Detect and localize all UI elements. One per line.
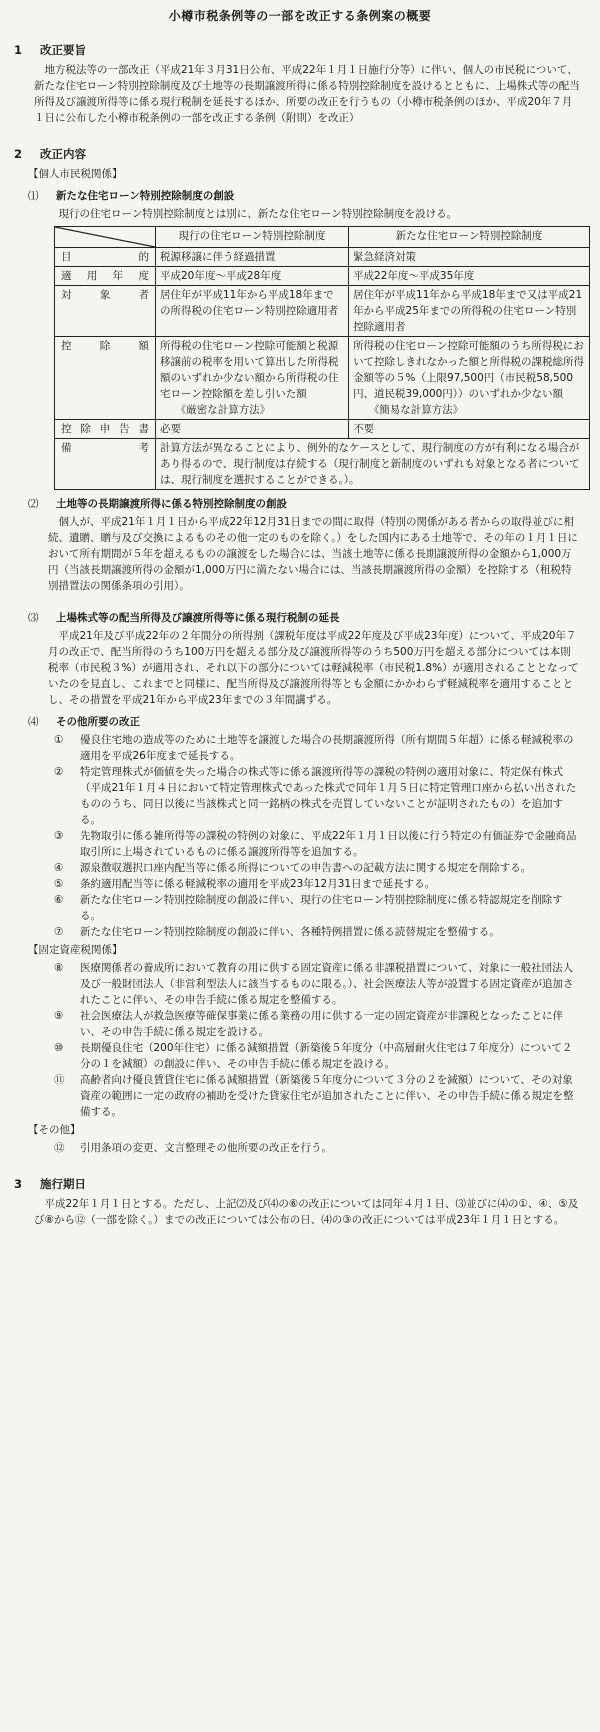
subsection-title: 土地等の長期譲渡所得に係る特別控除制度の創設: [56, 498, 287, 510]
table-cell: 居住年が平成11年から平成18年まで又は平成21年から平成25年までの所得税の住宅ローン特別控除適用者: [349, 286, 590, 337]
table-cell: 平成20年度～平成28年度: [156, 267, 349, 286]
section-number: 1: [14, 43, 23, 57]
item-number: ⑨: [54, 1010, 64, 1022]
subsection-1-text: 現行の住宅ローン特別控除制度とは別に、新たな住宅ローン特別控除制度を設ける。: [58, 208, 458, 220]
subsection-number: ⑵: [28, 498, 39, 510]
list-item: [54, 1040, 580, 1072]
item-number: ⑩: [54, 1042, 64, 1054]
table-row: [55, 420, 590, 439]
table-row: [55, 337, 590, 420]
item-text: 引用条項の変更、文言整理その他所要の改正を行う。: [80, 1142, 332, 1154]
list-item: [54, 892, 580, 924]
section-title: 施行期日: [40, 1177, 86, 1191]
section-2-heading: [14, 146, 586, 162]
item-text: 高齢者向け優良賃貸住宅に係る減額措置（新築後５年度分について３分の２を減額）について、その対象資産の範囲に一定の政府の補助を受けた貸家住宅が追加されたことに伴い、その申告手続に係る規定を整備する。: [80, 1074, 574, 1118]
item-text: 新たな住宅ローン特別控除制度の創設に伴い、現行の住宅ローン特別控除制度に係る特認規定を削除する。: [80, 894, 563, 922]
item-text: 優良住宅地の造成等のために土地等を譲渡した場合の長期譲渡所得（所有期間５年超）に係る軽減税率の適用を平成26年度まで延長する。: [80, 734, 574, 762]
row-header: 控除申告書: [55, 420, 156, 439]
section-number: 2: [14, 147, 23, 161]
column-header-current: 現行の住宅ローン特別控除制度: [156, 227, 349, 248]
table-row: [55, 267, 590, 286]
cell-note: 《厳密な計算方法》: [175, 404, 271, 416]
row-header: 対象者: [55, 286, 156, 337]
row-header: 適用年度: [55, 267, 156, 286]
cell-note: 《簡易な計算方法》: [368, 404, 464, 416]
subsection-number: ⑷: [28, 716, 39, 728]
list-item: [54, 876, 580, 892]
subsection-3-heading: [28, 610, 586, 626]
table-cell: 平成22年度～平成35年度: [349, 267, 590, 286]
section-3-heading: [14, 1176, 586, 1192]
table-row: [55, 439, 590, 490]
item-number: ④: [54, 862, 64, 874]
section-3-text: 平成22年１月１日とする。ただし、上記⑵及び⑷の⑥の改正については同年４月１日、⑶並びに⑷の①、④、⑤及び⑧から⑫（一部を除く。）までの改正については公布の日、⑷の③の改正については平成23年１月１日とする。: [34, 1198, 579, 1226]
table-cell: [156, 337, 349, 420]
table-cell: 必要: [156, 420, 349, 439]
row-header: 控除額: [55, 337, 156, 420]
table-corner-cell: [55, 227, 156, 248]
category-fixed-asset-tax: 【固定資産税関係】: [28, 944, 123, 956]
item-number: ①: [54, 734, 64, 746]
table-cell: 計算方法が異なることにより、例外的なケースとして、現行制度の方が有利になる場合があり得るので、現行制度は存続する（現行制度と新制度のいずれも対象となる者については、現行制度を選択することができる。）。: [156, 439, 590, 490]
row-header: 備考: [55, 439, 156, 490]
item-number: ⑤: [54, 878, 64, 890]
table-cell: 税源移譲に伴う経過措置: [156, 248, 349, 267]
subsection-2-heading: [28, 496, 586, 512]
item-text: 条約適用配当等に係る軽減税率の適用を平成23年12月31日まで延長する。: [80, 878, 436, 890]
list-item: [54, 924, 580, 940]
table-header-row: [55, 227, 590, 248]
subsection-2-text: 個人が、平成21年１月１日から平成22年12月31日までの間に取得（特別の関係がある者からの取得並びに相続、遺贈、贈与及び交換によるものその他一定のものを除く。）をした国内にある土地等で、その年の１月１日において所有期間が５年を超えるものの譲渡をした場合には、当該土地等に係る長期譲渡所得の金額から1,000万円（当該長期譲渡所得の金額が1,000万円に満たない場合には、当該長期譲渡所得の金額）を控除する（租税特別措置法の関係条項の引用）。: [48, 516, 578, 592]
item-number: ⑪: [54, 1074, 65, 1086]
list-item: [54, 1008, 580, 1040]
subsection-4-heading: [28, 714, 586, 730]
list-item: [54, 1140, 580, 1156]
subsection-number: ⑶: [28, 612, 39, 624]
subsection-1-heading: [28, 188, 586, 204]
cell-text: 所得税の住宅ローン控除可能額と税源移譲前の税率を用いて算出した所得税額のいずれか少ない額から所得税の住宅ローン控除額を差し引いた額: [160, 340, 339, 400]
column-header-new: 新たな住宅ローン特別控除制度: [349, 227, 590, 248]
table-cell: 居住年が平成11年から平成18年までの所得税の住宅ローン特別控除適用者: [156, 286, 349, 337]
list-item: [54, 960, 580, 1008]
row-header: 目的: [55, 248, 156, 267]
list-item: [54, 1072, 580, 1120]
item-text: 医療関係者の養成所において教育の用に供する固定資産に係る非課税措置について、対象に一般社団法人及び一般財団法人（非営利型法人に該当するものに限る。）、社会医療法人等が設置する固定資産が追加されたことに伴い、その申告手続に係る規定を整備する。: [80, 962, 574, 1006]
fixed-asset-list: [14, 960, 586, 1120]
item-text: 特定管理株式が価値を失った場合の株式等に係る譲渡所得等の課税の特例の適用対象に、特定保有株式（平成21年１月４日において特定管理株式であった株式で同年１月５日に特定管理口座から払い出されたもののうち、同日以後に当該株式と同一銘柄の株式を売買していないことが証明されたもの）を追加する。: [80, 766, 577, 826]
subsection-title: その他所要の改正: [56, 716, 140, 728]
table-cell: 緊急経済対策: [349, 248, 590, 267]
item-number: ⑦: [54, 926, 64, 938]
category-other: 【その他】: [28, 1124, 81, 1136]
section-number: 3: [14, 1177, 23, 1191]
item-number: ⑥: [54, 894, 64, 906]
item-number: ⑧: [54, 962, 64, 974]
list-item: [54, 764, 580, 828]
section-1-heading: [14, 42, 586, 58]
section-1-text: 地方税法等の一部改正（平成21年３月31日公布、平成22年１月１日施行分等）に伴い、個人の市民税について、新たな住宅ローン特別控除制度及び土地等の長期譲渡所得に係る特別控除制度を設けるとともに、上場株式等の配当所得及び譲渡所得等に係る現行税制を延長するほか、所要の改正を行うもの（小樽市税条例のほか、平成20年７月１日に公布した小樽市税条例の一部を改正する条例（附則）を改正）: [34, 64, 580, 124]
cell-text: 所得税の住宅ローン控除可能額のうち所得税において控除しきれなかった額と所得税の課税総所得金額等の５%（上限97,500円（市民税58,500円、道民税39,000円））のいずれか少ない額: [353, 340, 585, 400]
subsection-3-text: 平成21年及び平成22年の２年間分の所得割（課税年度は平成22年度及び平成23年度）について、平成20年７月の改正で、配当所得のうち100万円を超える部分及び譲渡所得等のうち500万円を超える部分については本則税率（市民税３%）が適用され、それ以下の部分については軽減税率（市民税1.8%）が適用されることとなっていたのを見直し、これまでと同様に、配当所得及び譲渡所得等とも金額にかかわらず軽減税率を適用することとし、その措置を平成21年から平成23年までの３年間講ずる。: [48, 630, 579, 706]
item-number: ②: [54, 766, 64, 778]
list-item: [54, 828, 580, 860]
item-text: 源泉徴収選択口座内配当等に係る所得についての申告書への記載方法に関する規定を削除する。: [80, 862, 532, 874]
item-number: ③: [54, 830, 64, 842]
subsection-title: 新たな住宅ローン特別控除制度の創設: [56, 190, 235, 202]
amendment-list: [14, 732, 586, 940]
table-row: [55, 286, 590, 337]
list-item: [54, 732, 580, 764]
table-row: [55, 248, 590, 267]
item-text: 長期優良住宅（200年住宅）に係る減額措置（新築後５年度分（中高層耐火住宅は７年度分）について２分の１を減額）の創設に伴い、その申告手続に係る規定を設ける。: [80, 1042, 573, 1070]
subsection-number: ⑴: [28, 190, 39, 202]
category-individual-tax: 【個人市民税関係】: [28, 168, 123, 180]
diagonal-line: [55, 227, 155, 247]
item-text: 新たな住宅ローン特別控除制度の創設に伴い、各種特例措置に係る読替規定を整備する。: [80, 926, 500, 938]
section-title: 改正要旨: [40, 43, 86, 57]
section-title: 改正内容: [40, 147, 86, 161]
table-cell: [349, 337, 590, 420]
table-cell: 不要: [349, 420, 590, 439]
item-number: ⑫: [54, 1142, 65, 1154]
comparison-table: [54, 226, 590, 490]
subsection-title: 上場株式等の配当所得及び譲渡所得等に係る現行税制の延長: [56, 612, 340, 624]
item-text: 先物取引に係る雑所得等の課税の特例の対象に、平成22年１月１日以後に行う特定の有価証券で金融商品取引所に上場されているものに係る譲渡所得等を追加する。: [80, 830, 577, 858]
list-item: [54, 860, 580, 876]
other-list: [14, 1140, 586, 1156]
item-text: 社会医療法人が救急医療等確保事業に係る業務の用に供する一定の固定資産が非課税となったことに伴い、その申告手続に係る規定を設ける。: [80, 1010, 563, 1038]
document-title: 小樽市税条例等の一部を改正する条例案の概要: [168, 9, 432, 23]
